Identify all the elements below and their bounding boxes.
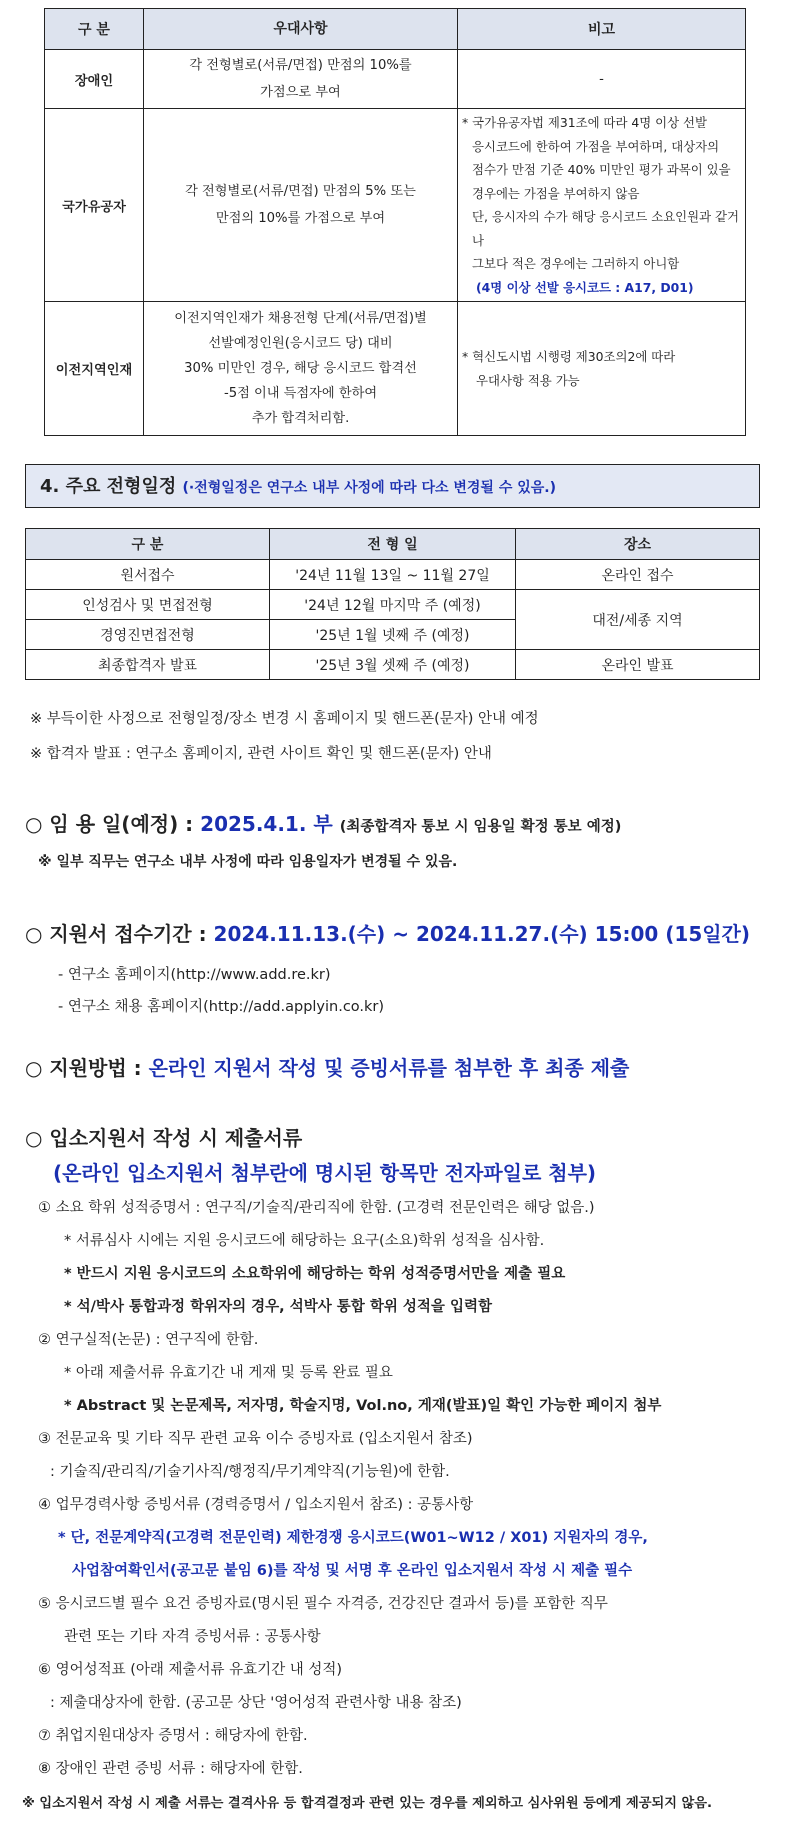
section-note: (·전형일정은 연구소 내부 사정에 따라 다소 변경될 수 있음.) — [182, 480, 556, 496]
note-highlight: (4명 이상 선발 응시코드 : A17, D01) — [476, 279, 694, 295]
note-line: 우대사항 적용 가능 — [476, 372, 580, 388]
note-line: * 혁신도시법 시행령 제30조의2에 따라 — [462, 349, 676, 364]
table1-header-category: 구 분 — [45, 9, 144, 50]
appointment-date: 2025.4.1. 부 — [200, 812, 333, 836]
benefit-line: 만점의 10%를 가점으로 부여 — [215, 211, 386, 226]
benefit-line: 선발예정인원(응시코드 당) 대비 — [208, 336, 393, 351]
benefit-line: 각 전형별로(서류/면접) 만점의 10%를 — [189, 58, 412, 73]
row-benefit — [144, 302, 458, 436]
doc-subitem: 사업참여확인서(공고문 붙임 6)를 작성 및 서명 후 온라인 입소지원서 작성 시 제출 필수 — [72, 1563, 633, 1579]
schedule-table — [25, 528, 760, 680]
date-cell: '25년 1월 넷째 주 (예정) — [270, 620, 516, 650]
section-heading — [25, 464, 760, 508]
docs-title: ○ 입소지원서 작성 시 제출서류 — [25, 1126, 303, 1150]
date-cell: '24년 11월 13일 ~ 11월 27일 — [270, 560, 516, 590]
place-cell: 온라인 발표 — [516, 650, 760, 680]
preference-table — [44, 8, 746, 436]
note-line: 응시코드에 한하여 가점을 부여하며, 대상자의 — [472, 138, 720, 154]
benefit-line: 가점으로 부여 — [260, 85, 341, 100]
notice-line: ※ 합격자 발표 : 연구소 홈페이지, 관련 사이트 확인 및 핸드폰(문자) 안내 — [30, 746, 492, 762]
doc-item: ⑥ 영어성적표 (아래 제출서류 유효기간 내 성적) — [38, 1662, 343, 1678]
stage-cell: 인성검사 및 면접전형 — [26, 590, 270, 620]
table-row — [45, 109, 746, 302]
place-cell: 대전/세종 지역 — [516, 590, 760, 650]
table1-header-note: 비고 — [458, 9, 746, 50]
table-row — [45, 302, 746, 436]
link-homepage[interactable]: - 연구소 홈페이지(http://www.add.re.kr) — [58, 967, 331, 983]
doc-subitem: * 아래 제출서류 유효기간 내 게재 및 등록 완료 필요 — [64, 1365, 393, 1381]
method-value: 온라인 지원서 작성 및 증빙서류를 첨부한 후 최종 제출 — [148, 1056, 630, 1080]
docs-subtitle: (온라인 입소지원서 첨부란에 명시된 항목만 전자파일로 첨부) — [53, 1161, 597, 1185]
note-line: * 국가유공자법 제31조에 따라 4명 이상 선발 — [462, 115, 707, 130]
doc-subitem: : 제출대상자에 한함. (공고문 상단 '영어성적 관련사항 내용 참조) — [50, 1695, 462, 1711]
date-cell: '24년 12월 마지막 주 (예정) — [270, 590, 516, 620]
place-cell: 온라인 접수 — [516, 560, 760, 590]
note-line: 단, 응시자의 수가 해당 응시코드 소요인원과 같거나 — [472, 209, 739, 248]
row-benefit — [144, 50, 458, 109]
doc-item: ① 소요 학위 성적증명서 : 연구직/기술직/관리직에 한함. (고경력 전문인력은 해당 없음.) — [38, 1200, 595, 1216]
doc-subitem: : 기술직/관리직/기술기사직/행정직/무기계약직(기능원)에 한함. — [50, 1464, 450, 1480]
benefit-line: 이전지역인재가 채용전형 단계(서류/면접)별 — [174, 311, 427, 326]
table-row — [26, 560, 760, 590]
doc-subitem: * Abstract 및 논문제목, 저자명, 학술지명, Vol.no, 게재(발표)일 확인 가능한 페이지 첨부 — [64, 1398, 662, 1414]
stage-cell: 경영진면접전형 — [26, 620, 270, 650]
table1-header-benefit: 우대사항 — [144, 9, 458, 50]
doc-subitem: * 단, 전문계약직(고경력 전문인력) 제한경쟁 응시코드(W01~W12 / X01) 지원자의 경우, — [58, 1530, 648, 1546]
doc-item: ④ 업무경력사항 증빙서류 (경력증명서 / 입소지원서 참조) : 공통사항 — [38, 1497, 474, 1513]
method-heading — [25, 1055, 629, 1081]
doc-subitem: 관련 또는 기타 자격 증빙서류 : 공통사항 — [64, 1629, 321, 1645]
row-note — [458, 109, 746, 302]
period-value: 2024.11.13.(수) ~ 2024.11.27.(수) 15:00 (15일간) — [213, 922, 751, 946]
doc-item: ⑤ 응시코드별 필수 요건 증빙자료(명시된 필수 자격증, 건강진단 결과서 등)를 포함한 직무 — [38, 1596, 608, 1612]
row-note — [458, 302, 746, 436]
benefit-line: -5점 이내 득점자에 한하여 — [223, 386, 378, 401]
doc-item: ⑧ 장애인 관련 증빙 서류 : 해당자에 한함. — [38, 1761, 303, 1777]
row-note: - — [458, 50, 746, 109]
doc-subitem: * 석/박사 통합과정 학위자의 경우, 석박사 통합 학위 성적을 입력함 — [64, 1299, 492, 1315]
row-category: 이전지역인재 — [45, 302, 144, 436]
benefit-line: 추가 합격처리함. — [251, 411, 350, 426]
table2-header-place: 장소 — [516, 529, 760, 560]
doc-subitem: * 서류심사 시에는 지원 응시코드에 해당하는 요구(소요)학위 성적을 심사함. — [64, 1233, 545, 1249]
row-category: 국가유공자 — [45, 109, 144, 302]
appointment-note: ※ 일부 직무는 연구소 내부 사정에 따라 임용일자가 변경될 수 있음. — [38, 854, 458, 870]
period-heading — [25, 921, 750, 947]
table-row — [45, 50, 746, 109]
period-label: ○ 지원서 접수기간 : — [25, 922, 207, 946]
doc-subitem: * 반드시 지원 응시코드의 소요학위에 해당하는 학위 성적증명서만을 제출 필요 — [64, 1266, 566, 1282]
section-title: 4. 주요 전형일정 — [40, 476, 177, 497]
note-line: 그보다 적은 경우에는 그러하지 아니함 — [472, 256, 680, 271]
table-row — [26, 590, 760, 620]
appointment-label: ○ 임 용 일(예정) : — [25, 812, 194, 836]
date-cell: '25년 3월 셋째 주 (예정) — [270, 650, 516, 680]
note-line: 점수가 만점 기준 40% 미만인 평가 과목이 있을 — [472, 162, 731, 177]
appointment-suffix: (최종합격자 통보 시 임용일 확정 통보 예정) — [339, 819, 622, 835]
method-label: ○ 지원방법 : — [25, 1056, 142, 1080]
row-benefit — [144, 109, 458, 302]
benefit-line: 30% 미만인 경우, 해당 응시코드 합격선 — [184, 361, 417, 376]
row-category: 장애인 — [45, 50, 144, 109]
stage-cell: 최종합격자 발표 — [26, 650, 270, 680]
benefit-line: 각 전형별로(서류/면접) 만점의 5% 또는 — [185, 184, 416, 199]
doc-item: ② 연구실적(논문) : 연구직에 한함. — [38, 1332, 259, 1348]
notice-line: ※ 부득이한 사정으로 전형일정/장소 변경 시 홈페이지 및 핸드폰(문자) 안내 예정 — [30, 711, 539, 727]
table-row — [26, 650, 760, 680]
stage-cell: 원서접수 — [26, 560, 270, 590]
doc-item: ③ 전문교육 및 기타 직무 관련 교육 이수 증빙자료 (입소지원서 참조) — [38, 1431, 473, 1447]
link-recruit[interactable]: - 연구소 채용 홈페이지(http://add.applyin.co.kr) — [58, 999, 385, 1015]
doc-item: ⑦ 취업지원대상자 증명서 : 해당자에 한함. — [38, 1728, 308, 1744]
appointment-heading — [25, 811, 621, 840]
note-line: 경우에는 가점을 부여하지 않음 — [472, 185, 640, 201]
docs-footer: ※ 입소지원서 작성 시 제출 서류는 결격사유 등 합격결정과 관련 있는 경우를 제외하고 심사위원 등에게 제공되지 않음. — [22, 1796, 713, 1811]
table2-header-date: 전 형 일 — [270, 529, 516, 560]
table2-header-stage: 구 분 — [26, 529, 270, 560]
